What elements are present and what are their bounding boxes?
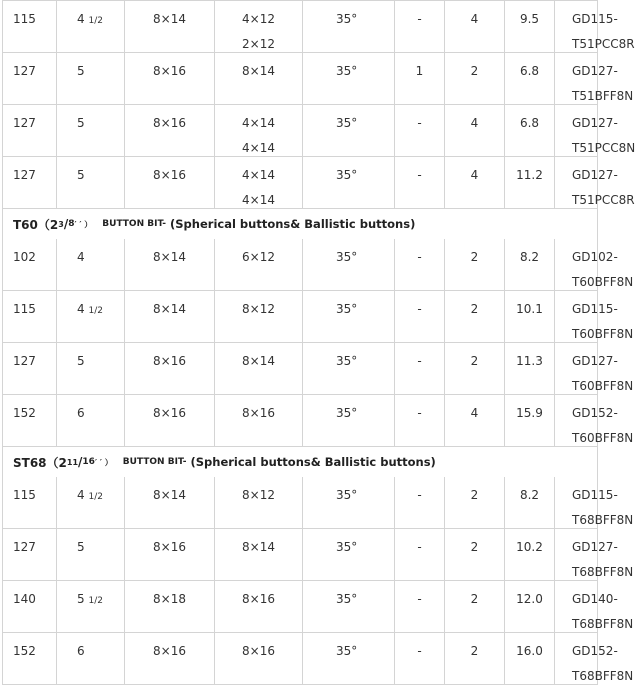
flushing-holes-cell: 2	[444, 529, 504, 580]
part-code-cell	[554, 395, 634, 446]
heading-button-bit: BUTTON BIT-	[102, 219, 167, 229]
diameter-inch-value: 5	[77, 592, 85, 606]
part-code-cell	[554, 477, 634, 528]
flushing-holes-cell: 4	[444, 157, 504, 208]
part-code-line: T51PCC8R	[572, 37, 635, 51]
flushing-holes-cell: 4	[444, 105, 504, 156]
part-code-line: T68BFF8N	[572, 669, 634, 683]
weight-cell: 10.2	[504, 529, 554, 580]
center-holes-cell: -	[394, 157, 444, 208]
heading-description: (Spherical buttons& Ballistic buttons)	[170, 217, 416, 231]
heading-button-bit: BUTTON BIT-	[122, 457, 187, 467]
part-code-line: GD115-	[572, 302, 618, 316]
front-buttons-cell	[214, 633, 302, 684]
diameter-inch-value: 5	[77, 540, 85, 554]
part-code-cell	[554, 1, 635, 52]
weight-cell: 6.8	[504, 105, 554, 156]
part-code-line: GD127-	[572, 168, 618, 182]
diameter-inch-cell	[56, 1, 124, 52]
part-code-cell	[554, 157, 635, 208]
part-code-line: GD127-	[572, 64, 618, 78]
table-row	[2, 239, 634, 291]
front-buttons-value: 8×12	[242, 302, 275, 316]
part-code-cell	[554, 291, 634, 342]
weight-cell: 11.2	[504, 157, 554, 208]
diameter-mm-cell: 115	[2, 477, 56, 528]
gauge-angle-cell: 35°	[302, 239, 394, 290]
heading-inch-mark: ′ ′ ）	[74, 219, 93, 229]
weight-cell: 6.8	[504, 53, 554, 104]
part-code-cell	[554, 581, 634, 632]
front-buttons-value: 4×14	[242, 116, 275, 130]
diameter-mm-cell: 152	[2, 395, 56, 446]
diameter-mm-cell: 102	[2, 239, 56, 290]
center-holes-cell: -	[394, 395, 444, 446]
diameter-mm-cell: 115	[2, 291, 56, 342]
center-holes-cell: -	[394, 581, 444, 632]
diameter-inch-value: 6	[77, 644, 85, 658]
diameter-inch-value: 5	[77, 168, 85, 182]
diameter-mm-cell: 127	[2, 53, 56, 104]
front-buttons-cell	[214, 529, 302, 580]
diameter-inch-cell	[56, 529, 124, 580]
diameter-inch-cell	[56, 395, 124, 446]
heading-description: (Spherical buttons& Ballistic buttons)	[190, 455, 436, 469]
part-code-line: GD140-	[572, 592, 618, 606]
gauge-buttons-cell: 8×16	[124, 105, 214, 156]
gauge-buttons-cell: 8×16	[124, 343, 214, 394]
gauge-angle-cell: 35°	[302, 53, 394, 104]
front-buttons-value: 4×12	[242, 12, 275, 26]
diameter-inch-cell	[56, 477, 124, 528]
gauge-buttons-cell: 8×16	[124, 157, 214, 208]
gauge-angle-cell: 35°	[302, 581, 394, 632]
part-code-line: T51PCC8R	[572, 193, 635, 207]
flushing-holes-cell: 2	[444, 343, 504, 394]
gauge-buttons-cell: 8×14	[124, 477, 214, 528]
part-code-line: GD152-	[572, 644, 618, 658]
part-code-cell	[554, 239, 634, 290]
front-buttons-value: 8×16	[242, 644, 275, 658]
flushing-holes-cell: 2	[444, 53, 504, 104]
gauge-buttons-cell: 8×18	[124, 581, 214, 632]
diameter-inch-cell	[56, 157, 124, 208]
diameter-mm-cell: 127	[2, 105, 56, 156]
part-code-cell	[554, 633, 634, 684]
section-heading	[2, 209, 598, 239]
diameter-inch-value: 4	[77, 302, 85, 316]
part-code-cell	[554, 343, 634, 394]
weight-cell: 9.5	[504, 1, 554, 52]
weight-cell: 10.1	[504, 291, 554, 342]
flushing-holes-cell: 4	[444, 1, 504, 52]
heading-slash: /	[78, 455, 83, 469]
part-code-line: GD102-	[572, 250, 618, 264]
gauge-buttons-cell: 8×16	[124, 395, 214, 446]
front-buttons-value: 8×14	[242, 540, 275, 554]
part-code-line: T68BFF8N	[572, 617, 634, 631]
gauge-angle-cell: 35°	[302, 105, 394, 156]
diameter-inch-cell	[56, 581, 124, 632]
center-holes-cell: 1	[394, 53, 444, 104]
center-holes-cell: -	[394, 343, 444, 394]
gauge-buttons-cell: 8×14	[124, 239, 214, 290]
part-code-line: T60BFF8N	[572, 327, 634, 341]
diameter-mm-cell: 127	[2, 343, 56, 394]
weight-cell: 15.9	[504, 395, 554, 446]
diameter-inch-cell	[56, 343, 124, 394]
diameter-inch-cell	[56, 633, 124, 684]
heading-prefix: T60（2	[13, 217, 59, 232]
part-code-line: T68BFF8N	[572, 565, 634, 579]
table-row	[2, 343, 634, 395]
center-holes-cell: -	[394, 529, 444, 580]
weight-cell: 12.0	[504, 581, 554, 632]
diameter-mm-cell: 140	[2, 581, 56, 632]
center-holes-cell: -	[394, 633, 444, 684]
gauge-angle-cell: 35°	[302, 343, 394, 394]
front-buttons-cell	[214, 105, 302, 156]
section-heading	[2, 447, 598, 477]
diameter-inch-fraction: 1/2	[88, 16, 103, 26]
table-row	[2, 1, 635, 53]
flushing-holes-cell: 4	[444, 395, 504, 446]
front-buttons-cell	[214, 581, 302, 632]
part-code-line: T60BFF8N	[572, 379, 634, 393]
flushing-holes-cell: 2	[444, 477, 504, 528]
gauge-angle-cell: 35°	[302, 477, 394, 528]
part-code-line: GD127-	[572, 540, 618, 554]
center-holes-cell: -	[394, 291, 444, 342]
weight-cell: 11.3	[504, 343, 554, 394]
front-buttons-cell	[214, 343, 302, 394]
table-row	[2, 581, 634, 633]
diameter-inch-value: 4	[77, 12, 85, 26]
part-code-line: GD115-	[572, 12, 618, 26]
diameter-inch-cell	[56, 105, 124, 156]
front-buttons-cell	[214, 157, 302, 208]
part-code-line: T68BFF8N	[572, 513, 634, 527]
center-holes-cell: -	[394, 239, 444, 290]
front-buttons-value: 4×14	[242, 141, 275, 155]
part-code-line: GD115-	[572, 488, 618, 502]
part-code-line: T60BFF8N	[572, 275, 634, 289]
front-buttons-value: 2×12	[242, 37, 275, 51]
front-buttons-cell	[214, 53, 302, 104]
part-code-cell	[554, 529, 634, 580]
flushing-holes-cell: 2	[444, 581, 504, 632]
diameter-inch-value: 6	[77, 406, 85, 420]
flushing-holes-cell: 2	[444, 239, 504, 290]
center-holes-cell: -	[394, 105, 444, 156]
front-buttons-value: 8×14	[242, 354, 275, 368]
front-buttons-cell	[214, 395, 302, 446]
front-buttons-cell	[214, 239, 302, 290]
center-holes-cell: -	[394, 477, 444, 528]
part-code-line: T51PCC8N	[572, 141, 635, 155]
gauge-buttons-cell: 8×14	[124, 1, 214, 52]
table-row	[2, 291, 634, 343]
gauge-angle-cell: 35°	[302, 529, 394, 580]
diameter-mm-cell: 127	[2, 529, 56, 580]
table-row	[2, 105, 635, 157]
front-buttons-value: 4×14	[242, 193, 275, 207]
flushing-holes-cell: 2	[444, 291, 504, 342]
gauge-buttons-cell: 8×16	[124, 529, 214, 580]
diameter-inch-fraction: 1/2	[88, 492, 103, 502]
table-row	[2, 529, 634, 581]
diameter-inch-value: 4	[77, 488, 85, 502]
diameter-mm-cell: 152	[2, 633, 56, 684]
gauge-angle-cell: 35°	[302, 395, 394, 446]
front-buttons-value: 8×14	[242, 64, 275, 78]
part-code-line: GD127-	[572, 116, 618, 130]
diameter-inch-value: 5	[77, 354, 85, 368]
front-buttons-value: 4×14	[242, 168, 275, 182]
diameter-inch-value: 5	[77, 116, 85, 130]
gauge-buttons-cell: 8×16	[124, 53, 214, 104]
diameter-inch-value: 4	[77, 250, 85, 264]
heading-slash: /	[63, 217, 69, 231]
diameter-mm-cell: 115	[2, 1, 56, 52]
gauge-angle-cell: 35°	[302, 157, 394, 208]
diameter-inch-cell	[56, 53, 124, 104]
diameter-inch-cell	[56, 291, 124, 342]
weight-cell: 8.2	[504, 477, 554, 528]
diameter-inch-fraction: 1/2	[88, 596, 103, 606]
part-code-line: T60BFF8N	[572, 431, 634, 445]
heading-prefix: ST68（2	[13, 455, 67, 470]
table-row	[2, 477, 634, 529]
heading-subscript: 16	[82, 457, 95, 467]
diameter-inch-cell	[56, 239, 124, 290]
diameter-inch-fraction: 1/2	[88, 306, 103, 316]
heading-superscript: 3	[58, 219, 64, 229]
weight-cell: 8.2	[504, 239, 554, 290]
part-code-line: T51BFF8N	[572, 89, 634, 103]
center-holes-cell: -	[394, 1, 444, 52]
table-row	[2, 395, 634, 447]
gauge-buttons-cell: 8×14	[124, 291, 214, 342]
front-buttons-value: 8×12	[242, 488, 275, 502]
front-buttons-cell	[214, 291, 302, 342]
front-buttons-cell	[214, 477, 302, 528]
weight-cell: 16.0	[504, 633, 554, 684]
diameter-inch-value: 5	[77, 64, 85, 78]
table-row	[2, 633, 634, 685]
gauge-angle-cell: 35°	[302, 1, 394, 52]
front-buttons-cell	[214, 1, 302, 52]
part-code-cell	[554, 105, 635, 156]
part-code-line: GD127-	[572, 354, 618, 368]
part-code-line: GD152-	[572, 406, 618, 420]
part-code-cell	[554, 53, 634, 104]
table-row	[2, 53, 634, 105]
gauge-angle-cell: 35°	[302, 291, 394, 342]
front-buttons-value: 8×16	[242, 592, 275, 606]
gauge-angle-cell: 35°	[302, 633, 394, 684]
front-buttons-value: 8×16	[242, 406, 275, 420]
flushing-holes-cell: 2	[444, 633, 504, 684]
bit-spec-table	[2, 0, 635, 685]
heading-inch-mark: ′ ′ ）	[94, 457, 113, 467]
front-buttons-value: 6×12	[242, 250, 275, 264]
heading-superscript: 11	[66, 457, 79, 467]
gauge-buttons-cell: 8×16	[124, 633, 214, 684]
table-row	[2, 157, 635, 209]
diameter-mm-cell: 127	[2, 157, 56, 208]
heading-subscript: 8	[68, 219, 75, 229]
